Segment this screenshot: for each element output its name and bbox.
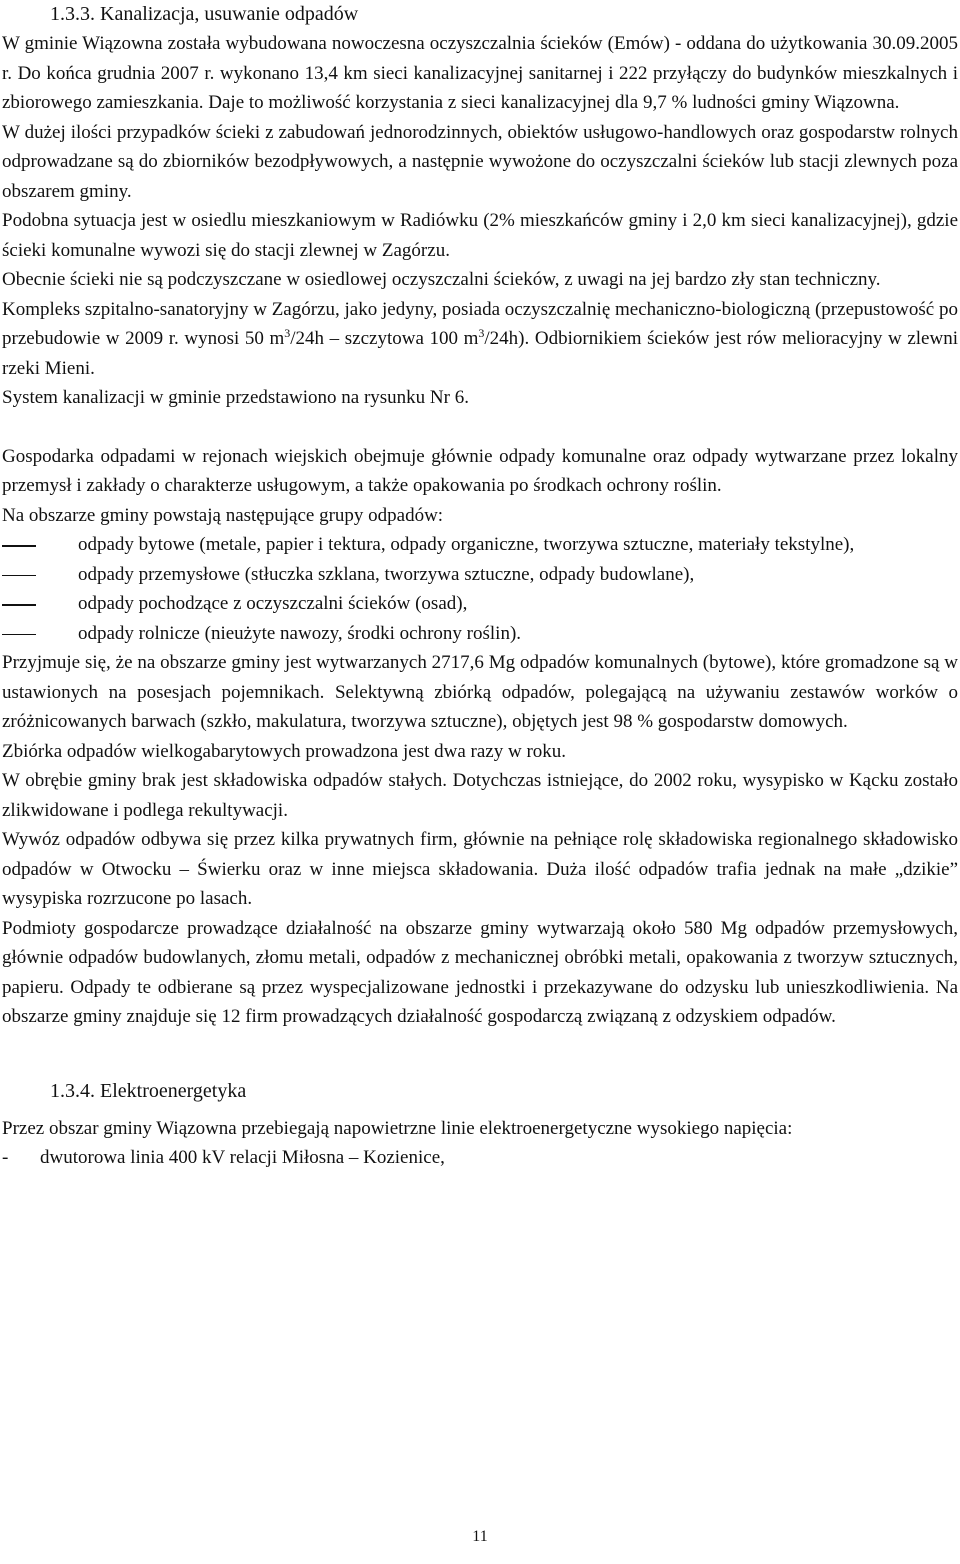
list-item-waste-group [2,619,958,649]
hyphen-bullet: - [2,1147,9,1168]
paragraph-radiowek: Podobna sytuacja jest w osiedlu mieszkaniowym w Radiówku (2% mieszkańców gminy i 2,0 km sieci kanalizacyjnej), gdzie ścieki komunalne wywozi się do stacji zlewnej w Zagórzu. [2,210,958,261]
hospital-text-a: Kompleks szpitalno-sanatoryjny w Zagórzu, jako jedyny, posiada oczyszczalnię mechaniczno-biologiczną (przepustowość po przebudowie w 2009 r. wynosi 50 m [2,298,958,349]
list-item-power-line [2,1143,958,1173]
document-page [2,0,958,1173]
paragraph-landfill: W obrębie gminy brak jest składowiska odpadów stałych. Dotychczas istniejące, do 2002 roku, wysypisko w Kącku zostało zlikwidowane i podlega rekultywacji. [2,770,958,821]
paragraph-treatment-plant: W gminie Wiązowna została wybudowana nowoczesna oczyszczalnia ścieków (Emów) - oddana do użytkowania 30.09.2005 r. Do końca grudnia 2007 r. wykonano 13,4 km sieci kanalizacyjnej sanitarnej i 222 przyłączy do budynków mieszkalnych i zbiorowego zamieszkania. Daje to możliwość korzystania z sieci kanalizacyjnej dla 9,7 % ludności gminy Wiązowna. [2,33,958,113]
list-item-text: dwutorowa linia 400 kV relacji Miłosna – Kozienice, [40,1147,445,1168]
hospital-text-c: /24h). Odbiornikiem ścieków jest rów melioracyjny w zlewni rzeki Mieni. [2,328,958,379]
paragraph-bulky-waste: Zbiórka odpadów wielkogabarytowych prowadzona jest dwa razy w roku. [2,740,567,762]
list-item-text: odpady pochodzące z oczyszczalni ścieków (osad), [78,593,468,614]
hospital-text-b: /24h – szczytowa 100 m [290,328,479,349]
paragraph-industrial-waste: Podmioty gospodarcze prowadzące działalność na obszarze gminy wytwarzają około 580 Mg odpadów przemysłowych, głównie odpadów budowlanych, złomu metali, odpadów z mechanicznej obróbki metali, opakowania z tworzyw sztucznych, papieru. Odpady te odbierane są przez wyspecjalizowane jednostki i przekazywane do odzysku lub unieszkodliwienia. Na obszarze gminy znajduje się 12 firm prowadzących działalność gospodarczą związaną z odzyskiem odpadów. [2,917,958,1027]
paragraph-hospital-complex [2,295,958,384]
blank-line [2,1032,958,1077]
section-heading-power: 1.3.4. Elektroenergetyka [50,1079,247,1102]
blank-line [2,1106,958,1114]
paragraph-waste-transport: Wywóz odpadów odbywa się przez kilka prywatnych firm, głównie na pełniące rolę składowiska regionalnego składowisko odpadów w Otwocku – Świerku oraz w inne miejsca składowania. Duża ilość odpadów trafia jednak na małe „dzikie” wysypiska rozrzucone po lasach. [2,829,958,909]
superscript-cubic: 3 [478,326,485,340]
list-item-waste-group [2,589,958,619]
paragraph-sewer-figure-ref: System kanalizacji w gminie przedstawiono na rysunku Nr 6. [2,387,469,408]
list-item-text: odpady rolnicze (nieużyte nawozy, środki ochrony roślin). [78,622,522,644]
list-item-text: odpady bytowe (metale, papier i tektura, odpady organiczne, tworzywa sztuczne, materiały tekstylne), [78,534,855,555]
paragraph-waste-groups-intro: Na obszarze gminy powstają następujące grupy odpadów: [2,504,444,526]
paragraph-septic-tanks: W dużej ilości przypadków ścieki z zabudowań jednorodzinnych, obiektów usługowo-handlowych oraz gospodarstw rolnych odprowadzane są do zbiorników bezodpływowych, a następnie wywożone do oczyszczalni ścieków lub stacji zlewnych poza obszarem gminy. [2,121,958,202]
list-item-waste-group [2,530,958,560]
paragraph-municipal-waste: Przyjmuje się, że na obszarze gminy jest wytwarzanych 2717,6 Mg odpadów komunalnych (bytowe), które gromadzone są w ustawionych na posesjach pojemnikach. Selektywną zbiórką odpadów, polegającą na używaniu zestawów worków o zróżnicowanych barwach (szkło, makulatura, tworzywa sztuczne), objętych jest 98 % gospodarstw domowych. [2,652,958,732]
page-number: 11 [472,1528,488,1545]
blank-line [2,413,958,442]
paragraph-power-lines: Przez obszar gminy Wiązowna przebiegają napowietrzne linie elektroenergetyczne wysokiego napięcia: [2,1117,793,1139]
paragraph-waste-management: Gospodarka odpadami w rejonach wiejskich obejmuje głównie odpady komunalne oraz odpady wytwarzane przez lokalny przemysł i zakłady o charakterze usługowym, a także opakowania po środkach ochrony roślin. [2,445,958,496]
superscript-cubic: 3 [284,326,291,340]
list-item-waste-group [2,560,958,590]
paragraph-plant-condition: Obecnie ścieki nie są podczyszczane w osiedlowej oczyszczalni ścieków, z uwagi na jej bardzo zły stan techniczny. [2,269,881,290]
section-heading-sewerage: 1.3.3. Kanalizacja, usuwanie odpadów [50,3,359,25]
list-item-text: odpady przemysłowe (stłuczka szklana, tworzywa sztuczne, odpady budowlane), [78,563,695,585]
